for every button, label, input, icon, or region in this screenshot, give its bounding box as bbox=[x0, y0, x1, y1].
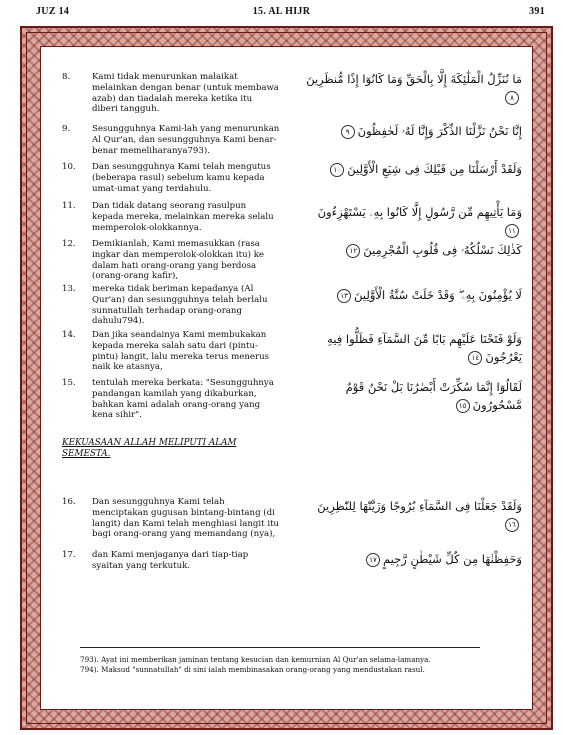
verse-arabic bbox=[300, 241, 522, 259]
arabic-text: وَحَفِظْنٰهَا مِن كُلِّ شَيْطٰنٍ رَّجِيمٍ bbox=[383, 552, 522, 566]
verse-translation: Dan tidak datang seorang rasulpun kepada mereka, melainkan mereka selalu memperolok-olokkannya. bbox=[92, 201, 274, 233]
verse-arabic bbox=[300, 330, 522, 366]
page-number: 391 bbox=[529, 6, 545, 17]
verse-translation: mereka tidak beriman kepadanya (Al Qur'an) dan sesungguhnya telah berlalu sunnatullah terhadap orang-orang dahulu794). bbox=[92, 284, 268, 327]
verse-number: 15. bbox=[62, 378, 76, 388]
verse-13 bbox=[62, 284, 280, 327]
arabic-text: كَذٰلِكَ نَسْلُكُهُۥ فِى قُلُوبِ الْمُجْرِمِينَ bbox=[363, 243, 522, 257]
verse-10 bbox=[62, 162, 280, 194]
verse-translation: Dan sesungguhnya Kami telah mengutus (beberapa rasul) sebelum kamu kepada umat-umat yang terdahulu. bbox=[92, 162, 271, 194]
arabic-text: وَمَا يَأْتِيهِم مِّن رَّسُولٍ إِلَّا كَانُوا بِهِۦ يَسْتَهْزِءُونَ bbox=[317, 205, 522, 219]
section-heading: KEKUASAAN ALLAH MELIPUTI ALAM SEMESTA. bbox=[62, 438, 237, 459]
arabic-text: مَا نُنَزِّلُ الْمَلٰٓئِكَةَ إِلَّا بِالْحَقِّ وَمَا كَانُوٓا إِذًا مُّنظَرِينَ bbox=[306, 72, 522, 86]
verse-arabic bbox=[300, 203, 522, 239]
ayah-end-marker: ١٦ bbox=[505, 518, 519, 532]
ayah-end-marker: ١٠ bbox=[330, 163, 344, 177]
verse-arabic bbox=[300, 286, 522, 304]
verse-9 bbox=[62, 124, 280, 156]
footnote-794: 794). Maksud "sunnatullah" di sini ialah membinasakan orang-orang yang mendustakan rasul. bbox=[80, 665, 425, 674]
arabic-text: لَا يُؤْمِنُونَ بِهِۦ ۖ وَقَدْ خَلَتْ سُنَّةُ الْأَوَّلِينَ bbox=[354, 288, 522, 302]
ayah-end-marker: ١١ bbox=[505, 224, 519, 238]
verse-translation: Dan jika seandainya Kami membukakan kepada mereka salah satu dari (pintu-pintu) langit, lalu mereka terus menerus naik ke atasnya, bbox=[92, 330, 270, 373]
verse-arabic bbox=[300, 70, 522, 106]
verse-number: 13. bbox=[62, 284, 76, 294]
ayah-end-marker: ١٣ bbox=[337, 289, 351, 303]
arabic-text: لَقَالُوٓا إِنَّمَا سُكِّرَتْ أَبْصٰرُنَا بَلْ نَحْنُ قَوْمٌ مَّسْحُورُونَ bbox=[345, 380, 522, 412]
verse-translation: Kami tidak menurunkan malaikat melainkan dengan benar (untuk membawa azab) dan tiadalah mereka ketika itu diberi tangguh. bbox=[92, 72, 279, 115]
verse-11 bbox=[62, 201, 280, 233]
surah-title: 15. AL HIJR bbox=[252, 6, 311, 17]
verse-arabic bbox=[300, 122, 522, 140]
verse-number: 9. bbox=[62, 124, 71, 134]
ayah-end-marker: ١٥ bbox=[456, 399, 470, 413]
verse-arabic bbox=[300, 378, 522, 414]
footnote-793: 793). Ayat ini memberikan jaminan tentang kesucian dan kemurnian Al Qur'an selama-lamanya. bbox=[80, 655, 431, 664]
verse-16 bbox=[62, 497, 280, 540]
verse-number: 10. bbox=[62, 162, 76, 172]
verse-number: 16. bbox=[62, 497, 76, 507]
verse-translation: Demikianlah, Kami memasukkan (rasa ingkar dan memperolok-olokkan itu) ke dalam hati orang-orang yang berdosa (orang-orang kafir), bbox=[92, 239, 264, 282]
verse-arabic bbox=[300, 160, 522, 178]
verse-number: 17. bbox=[62, 550, 76, 560]
verse-17 bbox=[62, 550, 280, 572]
ayah-end-marker: ١٢ bbox=[346, 244, 360, 258]
juz-label: JUZ 14 bbox=[36, 6, 70, 17]
ayah-end-marker: ١٧ bbox=[366, 553, 380, 567]
verse-translation: Sesungguhnya Kami-lah yang menurunkan Al Qur'an, dan sesungguhnya Kami benar-benar memeliharanya793). bbox=[92, 124, 280, 156]
arabic-text: إِنَّا نَحْنُ نَزَّلْنَا الذِّكْرَ وَإِنَّا لَهُۥ لَحٰفِظُونَ bbox=[357, 124, 522, 138]
verse-translation: Dan sesungguhnya Kami telah menciptakan gugusan bintang-bintang (di langit) dan Kami telah menghiasi langit itu bagi orang-orang yang memandang (nya), bbox=[92, 497, 280, 540]
verse-number: 12. bbox=[62, 239, 76, 249]
arabic-text: وَلَوْ فَتَحْنَا عَلَيْهِم بَابًا مِّنَ السَّمَآءِ فَظَلُّوا فِيهِ يَعْرُجُونَ bbox=[327, 332, 522, 364]
footnote-divider bbox=[80, 647, 480, 648]
verse-15 bbox=[62, 378, 280, 421]
verse-translation: tentulah mereka berkata: "Sesungguhnya pandangan kamilah yang dikaburkan, bahkan kami adalah orang-orang yang kena sihir". bbox=[92, 378, 274, 421]
verse-number: 8. bbox=[62, 72, 71, 82]
verse-number: 14. bbox=[62, 330, 76, 340]
ayah-end-marker: ١٤ bbox=[468, 351, 482, 365]
verse-8 bbox=[62, 72, 280, 115]
verse-arabic bbox=[300, 550, 522, 568]
arabic-text: وَلَقَدْ جَعَلْنَا فِى السَّمَآءِ بُرُوجًا وَزَيَّنّٰهَا لِلنّٰظِرِينَ bbox=[317, 499, 522, 513]
arabic-text: وَلَقَدْ أَرْسَلْنَا مِن قَبْلِكَ فِى شِيَعِ الْأَوَّلِينَ bbox=[347, 162, 522, 176]
verse-number: 11. bbox=[62, 201, 76, 211]
verse-12 bbox=[62, 239, 280, 282]
ayah-end-marker: ٩ bbox=[341, 125, 355, 139]
verse-14 bbox=[62, 330, 280, 373]
verse-arabic bbox=[300, 497, 522, 533]
ayah-end-marker: ٨ bbox=[505, 91, 519, 105]
verse-translation: dan Kami menjaganya dari tiap-tiap syaitan yang terkutuk. bbox=[92, 550, 249, 571]
